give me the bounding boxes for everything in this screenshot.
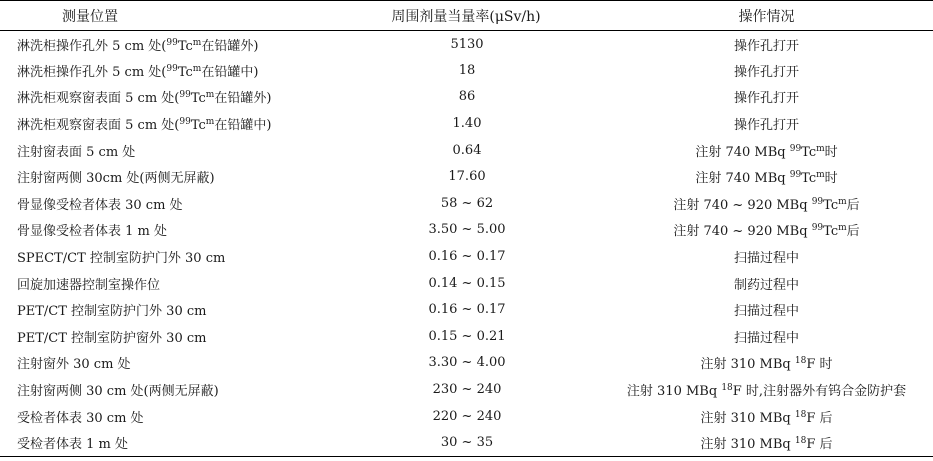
cell-operation: 扫描过程中 bbox=[733, 251, 799, 267]
cell-position: 受检者体表 1 m 处 bbox=[17, 436, 128, 452]
cell-dose-rate: 58 ~ 62 bbox=[440, 195, 494, 211]
cell-operation: 注射 310 MBq $^{18}$F 时,注射器外有钨合金防护套 bbox=[626, 383, 907, 400]
cell-operation: 注射 310 MBq $^{18}$F 后 bbox=[700, 409, 833, 426]
header-position: 测量位置 bbox=[62, 8, 118, 25]
cell-position: SPECT/CT 控制室防护门外 30 cm bbox=[17, 251, 226, 267]
cell-dose-rate: 0.15 ~ 0.21 bbox=[428, 328, 506, 344]
table-row bbox=[0, 323, 933, 350]
table-row bbox=[0, 163, 933, 190]
cell-dose-rate: 18 bbox=[458, 62, 476, 78]
cell-position: 回旋加速器控制室操作位 bbox=[17, 277, 161, 293]
cell-position: 注射窗两侧 30 cm 处(两侧无屏蔽) bbox=[17, 384, 219, 400]
cell-operation: 操作孔打开 bbox=[733, 38, 799, 54]
cell-dose-rate: 0.16 ~ 0.17 bbox=[428, 302, 506, 318]
table-row bbox=[0, 57, 933, 84]
table-row bbox=[0, 270, 933, 297]
header-dose-rate: 周围剂量当量率(μSv/h) bbox=[391, 8, 541, 25]
cell-position: 淋洗柜观察窗表面 5 cm 处($^{99}$Tc$^m$在铅罐中) bbox=[17, 117, 272, 134]
table-body bbox=[0, 31, 933, 457]
cell-dose-rate: 0.64 bbox=[452, 142, 482, 158]
cell-dose-rate: 0.14 ~ 0.15 bbox=[428, 275, 506, 291]
table-row bbox=[0, 350, 933, 377]
table-header-row bbox=[0, 1, 933, 31]
cell-operation: 注射 740 MBq $^{99}$Tc$^m$时 bbox=[695, 143, 838, 160]
cell-dose-rate: 230 ~ 240 bbox=[432, 382, 502, 398]
cell-operation: 注射 740 MBq $^{99}$Tc$^m$时 bbox=[695, 170, 838, 187]
cell-dose-rate: 1.40 bbox=[452, 116, 482, 132]
table-row bbox=[0, 31, 933, 58]
table-row bbox=[0, 190, 933, 217]
cell-operation: 扫描过程中 bbox=[733, 330, 799, 346]
cell-position: 骨显像受检者体表 1 m 处 bbox=[17, 224, 167, 240]
cell-position: PET/CT 控制室防护门外 30 cm bbox=[17, 304, 207, 320]
cell-operation: 扫描过程中 bbox=[733, 304, 799, 320]
cell-operation: 注射 740 ~ 920 MBq $^{99}$Tc$^m$后 bbox=[673, 196, 860, 213]
cell-dose-rate: 17.60 bbox=[448, 169, 486, 185]
cell-position: PET/CT 控制室防护窗外 30 cm bbox=[17, 330, 207, 346]
table-row bbox=[0, 137, 933, 164]
cell-position: 淋洗柜操作孔外 5 cm 处($^{99}$Tc$^m$在铅罐外) bbox=[17, 37, 259, 54]
table-row bbox=[0, 296, 933, 323]
cell-position: 骨显像受检者体表 30 cm 处 bbox=[17, 197, 183, 213]
table-row bbox=[0, 403, 933, 430]
cell-operation: 注射 310 MBq $^{18}$F 后 bbox=[700, 435, 833, 452]
cell-operation: 操作孔打开 bbox=[733, 118, 799, 134]
cell-dose-rate: 86 bbox=[458, 89, 476, 105]
cell-operation: 注射 740 ~ 920 MBq $^{99}$Tc$^m$后 bbox=[673, 223, 860, 240]
cell-operation: 操作孔打开 bbox=[733, 91, 799, 107]
cell-dose-rate: 3.50 ~ 5.00 bbox=[428, 222, 506, 238]
header-operation: 操作情况 bbox=[738, 8, 795, 25]
cell-dose-rate: 30 ~ 35 bbox=[440, 434, 494, 450]
cell-position: 注射窗两侧 30cm 处(两侧无屏蔽) bbox=[17, 171, 215, 187]
table-row bbox=[0, 376, 933, 403]
cell-position: 淋洗柜操作孔外 5 cm 处($^{99}$Tc$^m$在铅罐中) bbox=[17, 63, 259, 80]
cell-dose-rate: 0.16 ~ 0.17 bbox=[428, 249, 506, 265]
table-row bbox=[0, 84, 933, 111]
table-row bbox=[0, 243, 933, 270]
table-row bbox=[0, 110, 933, 137]
cell-dose-rate: 220 ~ 240 bbox=[432, 408, 502, 424]
table-row bbox=[0, 429, 933, 456]
cell-dose-rate: 5130 bbox=[450, 36, 484, 52]
cell-position: 受检者体表 30 cm 处 bbox=[17, 410, 144, 426]
cell-operation: 操作孔打开 bbox=[733, 64, 799, 80]
cell-position: 注射窗表面 5 cm 处 bbox=[17, 144, 136, 160]
cell-dose-rate: 3.30 ~ 4.00 bbox=[428, 355, 506, 371]
cell-operation: 注射 310 MBq $^{18}$F 时 bbox=[700, 356, 833, 373]
table-row bbox=[0, 217, 933, 244]
cell-operation: 制药过程中 bbox=[733, 277, 799, 293]
cell-position: 注射窗外 30 cm 处 bbox=[17, 357, 131, 373]
cell-position: 淋洗柜观察窗表面 5 cm 处($^{99}$Tc$^m$在铅罐外) bbox=[17, 90, 272, 107]
